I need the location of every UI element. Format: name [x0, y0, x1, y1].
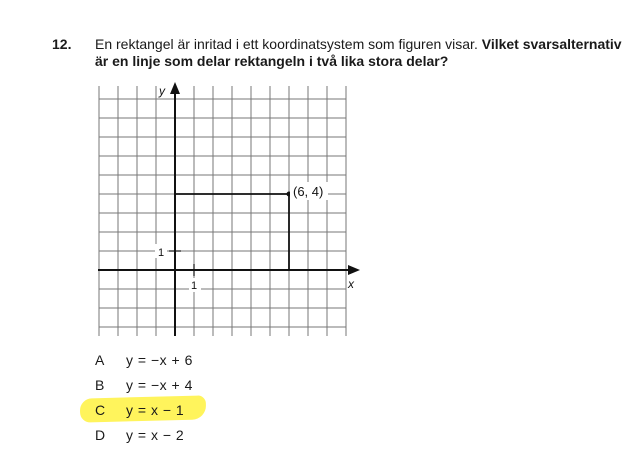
x-tick-label: 1 [191, 280, 198, 292]
answer-expression: y = −x + 6 [126, 352, 193, 368]
coordinate-figure [98, 76, 373, 346]
answer-expression: y = x − 2 [126, 427, 185, 443]
answer-expression: y = x − 1 [126, 402, 185, 418]
answer-expression: y = −x + 4 [126, 377, 193, 393]
answer-option-b[interactable] [92, 374, 352, 399]
y-axis-label: y [159, 84, 165, 98]
answer-letter: A [95, 352, 105, 368]
question-text [95, 36, 625, 70]
grid [99, 86, 346, 336]
answer-options [92, 349, 352, 449]
answer-letter: B [95, 377, 105, 393]
question-number: 12. [52, 36, 72, 52]
answer-option-d[interactable] [92, 424, 352, 449]
x-axis-label: x [348, 277, 354, 291]
answer-option-a[interactable] [92, 349, 352, 374]
question-text-bold: Vilket svarsalternativ är en linje som delar rektangeln i två lika stora delar? [95, 36, 622, 69]
answer-letter: D [95, 427, 106, 443]
point-label: (6, 4) [293, 184, 324, 199]
answer-letter: C [95, 402, 106, 418]
y-tick-label: 1 [158, 247, 165, 259]
y-axis-arrow [170, 82, 180, 94]
unit-ticks [169, 251, 194, 276]
coordinate-system-svg [98, 76, 373, 346]
answer-option-c[interactable] [92, 399, 352, 424]
x-axis-arrow [348, 265, 360, 275]
question-text-regular: En rektangel är inritad i ett koordinatsystem som figuren visar. [95, 36, 478, 52]
